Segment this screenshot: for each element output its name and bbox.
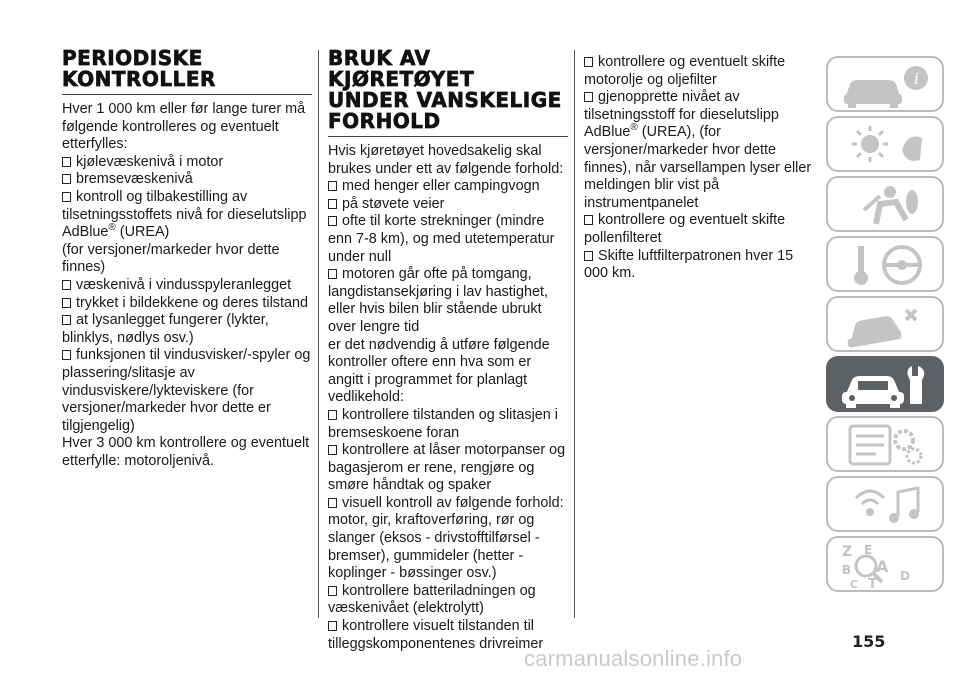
bullet-box-icon (328, 621, 337, 631)
key-steering-wheel-icon (836, 240, 936, 290)
list-item: visuell kontroll av følgende forhold: motor, gir, kraftoverføring, rør og slanger (eksos - drivstofftilførsel - bremser), gummideler (hetter - koplinger - bøssinger osv.) (328, 494, 564, 582)
svg-text:T: T (868, 577, 877, 590)
list-item: kontrollere visuelt tilstanden til tilleggskomponentenes drivreimer (328, 618, 544, 652)
column-divider (574, 50, 575, 618)
outro-text: Hver 3 000 km kontrollere og eventuelt etterfylle: motoroljenivå. (62, 435, 310, 469)
list-item: væskenivå i vindusspyleranlegget (62, 277, 312, 295)
column-periodic-checks (62, 48, 312, 470)
multimedia-music-icon (836, 480, 936, 530)
heading-line-2: KJØRETØYET (328, 67, 475, 91)
registered-mark: ® (630, 122, 638, 134)
tab-starting-driving[interactable] (826, 236, 944, 292)
list-item: kontroll og tilbakestilling av tilsetningsstoffets nivå for dieselutslipp AdBlue® (UREA) (62, 188, 307, 241)
intro-text: Hvis kjøretøyet hovedsakelig skal brukes under ett av følgende forhold: (328, 143, 564, 177)
registered-mark: ® (108, 222, 116, 234)
bullet-box-icon (328, 269, 337, 279)
tab-maintenance[interactable] (826, 356, 944, 412)
list-item: kontrollere og eventuelt skifte pollenfilteret (584, 212, 786, 246)
svg-text:C: C (850, 578, 859, 590)
heading-line-2: KONTROLLER (62, 67, 216, 91)
list-item: kjølevæskenivå i motor (62, 154, 312, 172)
bullet-box-icon (328, 498, 337, 508)
breakdown-car-icon (836, 300, 936, 350)
heading-line-1: BRUK AV (328, 46, 431, 70)
heading-rule (328, 136, 568, 137)
column-difficult-conditions (328, 48, 568, 653)
bullet-box-icon (584, 215, 593, 225)
bullet-box-icon (62, 280, 71, 290)
list-item: ofte til korte strekninger (mindre enn 7-8 km), og med utetemperatur under null (328, 213, 555, 265)
tab-car-info[interactable] (826, 56, 944, 112)
bullet-box-icon (62, 174, 71, 184)
list-item: kontrollere tilstanden og slitasjen i bremseskoene foran (328, 406, 558, 441)
specs-gears-icon (836, 420, 936, 470)
column-divider (318, 50, 319, 618)
list-item: kontrollere og eventuelt skifte motorolje og oljefilter (584, 54, 786, 88)
tab-index[interactable] (826, 536, 944, 592)
bullet-box-icon (62, 315, 71, 325)
airbag-person-icon (836, 180, 936, 230)
bullet-box-icon (62, 298, 71, 308)
svg-text:A: A (876, 557, 889, 576)
page-number: 155 (852, 632, 886, 651)
heading-line-1: PERIODISKE (62, 46, 203, 70)
bullet-box-icon (584, 251, 593, 261)
car-info-icon (836, 60, 936, 110)
list-item: motoren går ofte på tomgang, langdistansekjøring i lav hastighet, eller hvis bilen blir stående ubrukt over lengre tid (328, 266, 548, 335)
list-item: trykket i bildekkene og deres tilstand (62, 295, 312, 313)
mid-text: er det nødvendig å utføre følgende kontroller oftere enn hva som er angitt i programmet for planlagt vedlikehold: (328, 336, 550, 406)
heading-line-3: UNDER VANSKELIGE (328, 88, 562, 112)
list-item: kontrollere batteriladningen og væskenivået (elektrolytt) (328, 582, 536, 617)
tab-safety[interactable] (826, 176, 944, 232)
list-item: funksjonen til vindusvisker/-spyler og plassering/slitasje av vindusviskere/lykteviskere (for versjoner/markeder hvor dette er tilgjengelig) (62, 347, 311, 434)
bullet-box-icon (328, 410, 337, 420)
svg-text:i: i (914, 69, 920, 88)
heading-rule (62, 94, 312, 95)
svg-text:D: D (900, 569, 910, 583)
intro-text: Hver 1 000 km eller før lange turer må følgende kontrolleres og eventuelt etterfylles: (62, 101, 306, 153)
svg-text:E: E (864, 543, 873, 557)
bullet-box-icon (62, 157, 71, 167)
list-item: på støvete veier (328, 196, 568, 214)
bullet-box-icon (584, 92, 593, 102)
car-wrench-icon (836, 360, 936, 410)
list-item: Skifte luftfilterpatronen hver 15 000 km. (584, 247, 794, 282)
list-item: gjenopprette nivået av tilsetningsstoff for dieselutslipp AdBlue® (UREA), (for versjoner/markeder hvor dette finnes), når varsellampen lyser eller meldingen blir vist på instrumentpanelet (584, 89, 812, 211)
tab-multimedia[interactable] (826, 476, 944, 532)
tab-emergency[interactable] (826, 296, 944, 352)
list-item: med henger eller campingvogn (328, 178, 568, 196)
heading-line-4: FORHOLD (328, 109, 441, 133)
watermark: carmanualsonline.info (524, 646, 743, 671)
list-item: kontrollere at låser motorpanser og bagasjerom er rene, rengjøre og smøre håndtak og spaker (328, 442, 566, 494)
tab-technical-data[interactable] (826, 416, 944, 472)
bullet-box-icon (328, 181, 337, 191)
dashboard-lights-icon (836, 120, 936, 170)
tab-dashboard-lights[interactable] (826, 116, 944, 172)
column-continued (584, 54, 820, 283)
list-item: at lysanlegget fungerer (lykter, blinklys, nødlys osv.) (62, 312, 269, 346)
bullet-box-icon (584, 57, 593, 67)
bullet-box-icon (62, 192, 71, 202)
bullet-box-icon (328, 199, 337, 209)
list-item: bremsevæskenivå (62, 171, 312, 189)
bullet-box-icon (328, 445, 337, 455)
alphabet-index-icon (836, 540, 936, 590)
bullet-box-icon (328, 216, 337, 226)
bullet-box-icon (328, 586, 337, 596)
note-text: (for versjoner/markeder hvor dette finnes) (62, 241, 280, 276)
svg-text:Z: Z (842, 544, 853, 560)
svg-text:B: B (842, 563, 852, 577)
bullet-box-icon (62, 350, 71, 360)
